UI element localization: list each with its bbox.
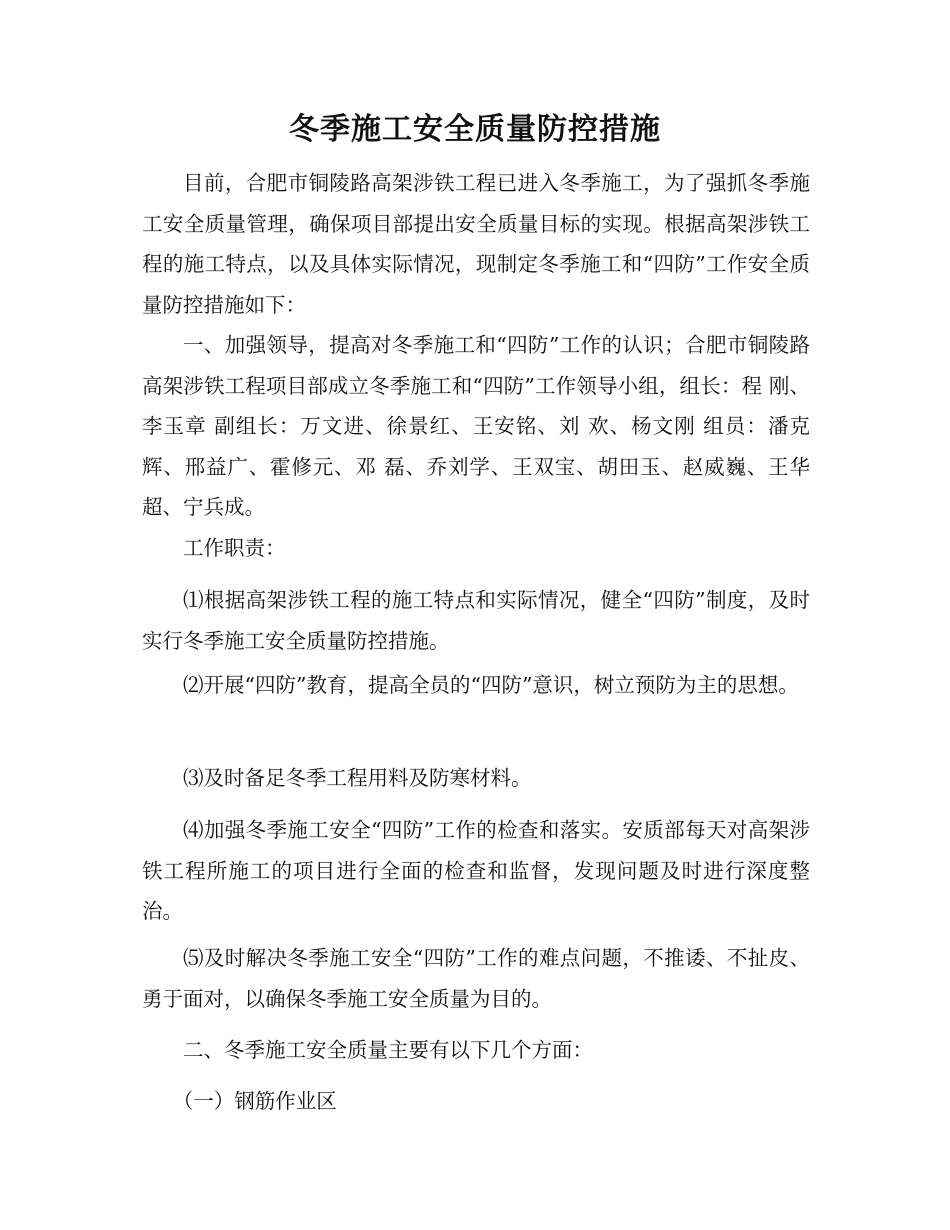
duty-item-5: ⑸及时解决冬季施工安全“四防”工作的难点问题，不推诿、不扯皮、勇于面对，以确保冬季施工安全质量为目的。 bbox=[142, 946, 810, 1011]
document-title: 冬季施工安全质量防控措施 bbox=[289, 112, 661, 147]
duty-item-4: ⑷加强冬季施工安全“四防”工作的检查和落实。安质部每天对高架涉铁工程所施工的项目进行全面的检查和监督，发现问题及时进行深度整治。 bbox=[142, 818, 810, 923]
subsection-heading: （一）钢筋作业区 bbox=[172, 1089, 337, 1113]
duty-item-2: ⑵开展“四防”教育，提高全员的“四防”意识，树立预防为主的思想。 bbox=[183, 673, 799, 697]
leadership-paragraph: 一、加强领导，提高对冬季施工和“四防”工作的认识；合肥市铜陵路高架涉铁工程项目部成立冬季施工和“四防”工作领导小组，组长：程 刚、李玉章 副组长：万文进、徐景红、王安铭、刘 欢、杨文刚 组员：潘克辉、邢益广、霍修元、邓 磊、乔刘学、王双宝、胡田玉、赵威巍、王华超、宁兵成。 bbox=[142, 333, 810, 519]
duty-item-1: ⑴根据高架涉铁工程的施工特点和实际情况，健全“四防”制度，及时实行冬季施工安全质量防控措施。 bbox=[142, 588, 810, 653]
duty-item-3: ⑶及时备足冬季工程用料及防寒材料。 bbox=[183, 766, 532, 790]
section-two-heading: 二、冬季施工安全质量主要有以下几个方面： bbox=[183, 1038, 593, 1062]
intro-paragraph: 目前，合肥市铜陵路高架涉铁工程已进入冬季施工，为了强抓冬季施工安全质量管理，确保项目部提出安全质量目标的实现。根据高架涉铁工程的施工特点，以及具体实际情况，现制定冬季施工和“四防”工作安全质量防控措施如下： bbox=[142, 171, 810, 317]
duties-heading: 工作职责： bbox=[183, 536, 286, 560]
